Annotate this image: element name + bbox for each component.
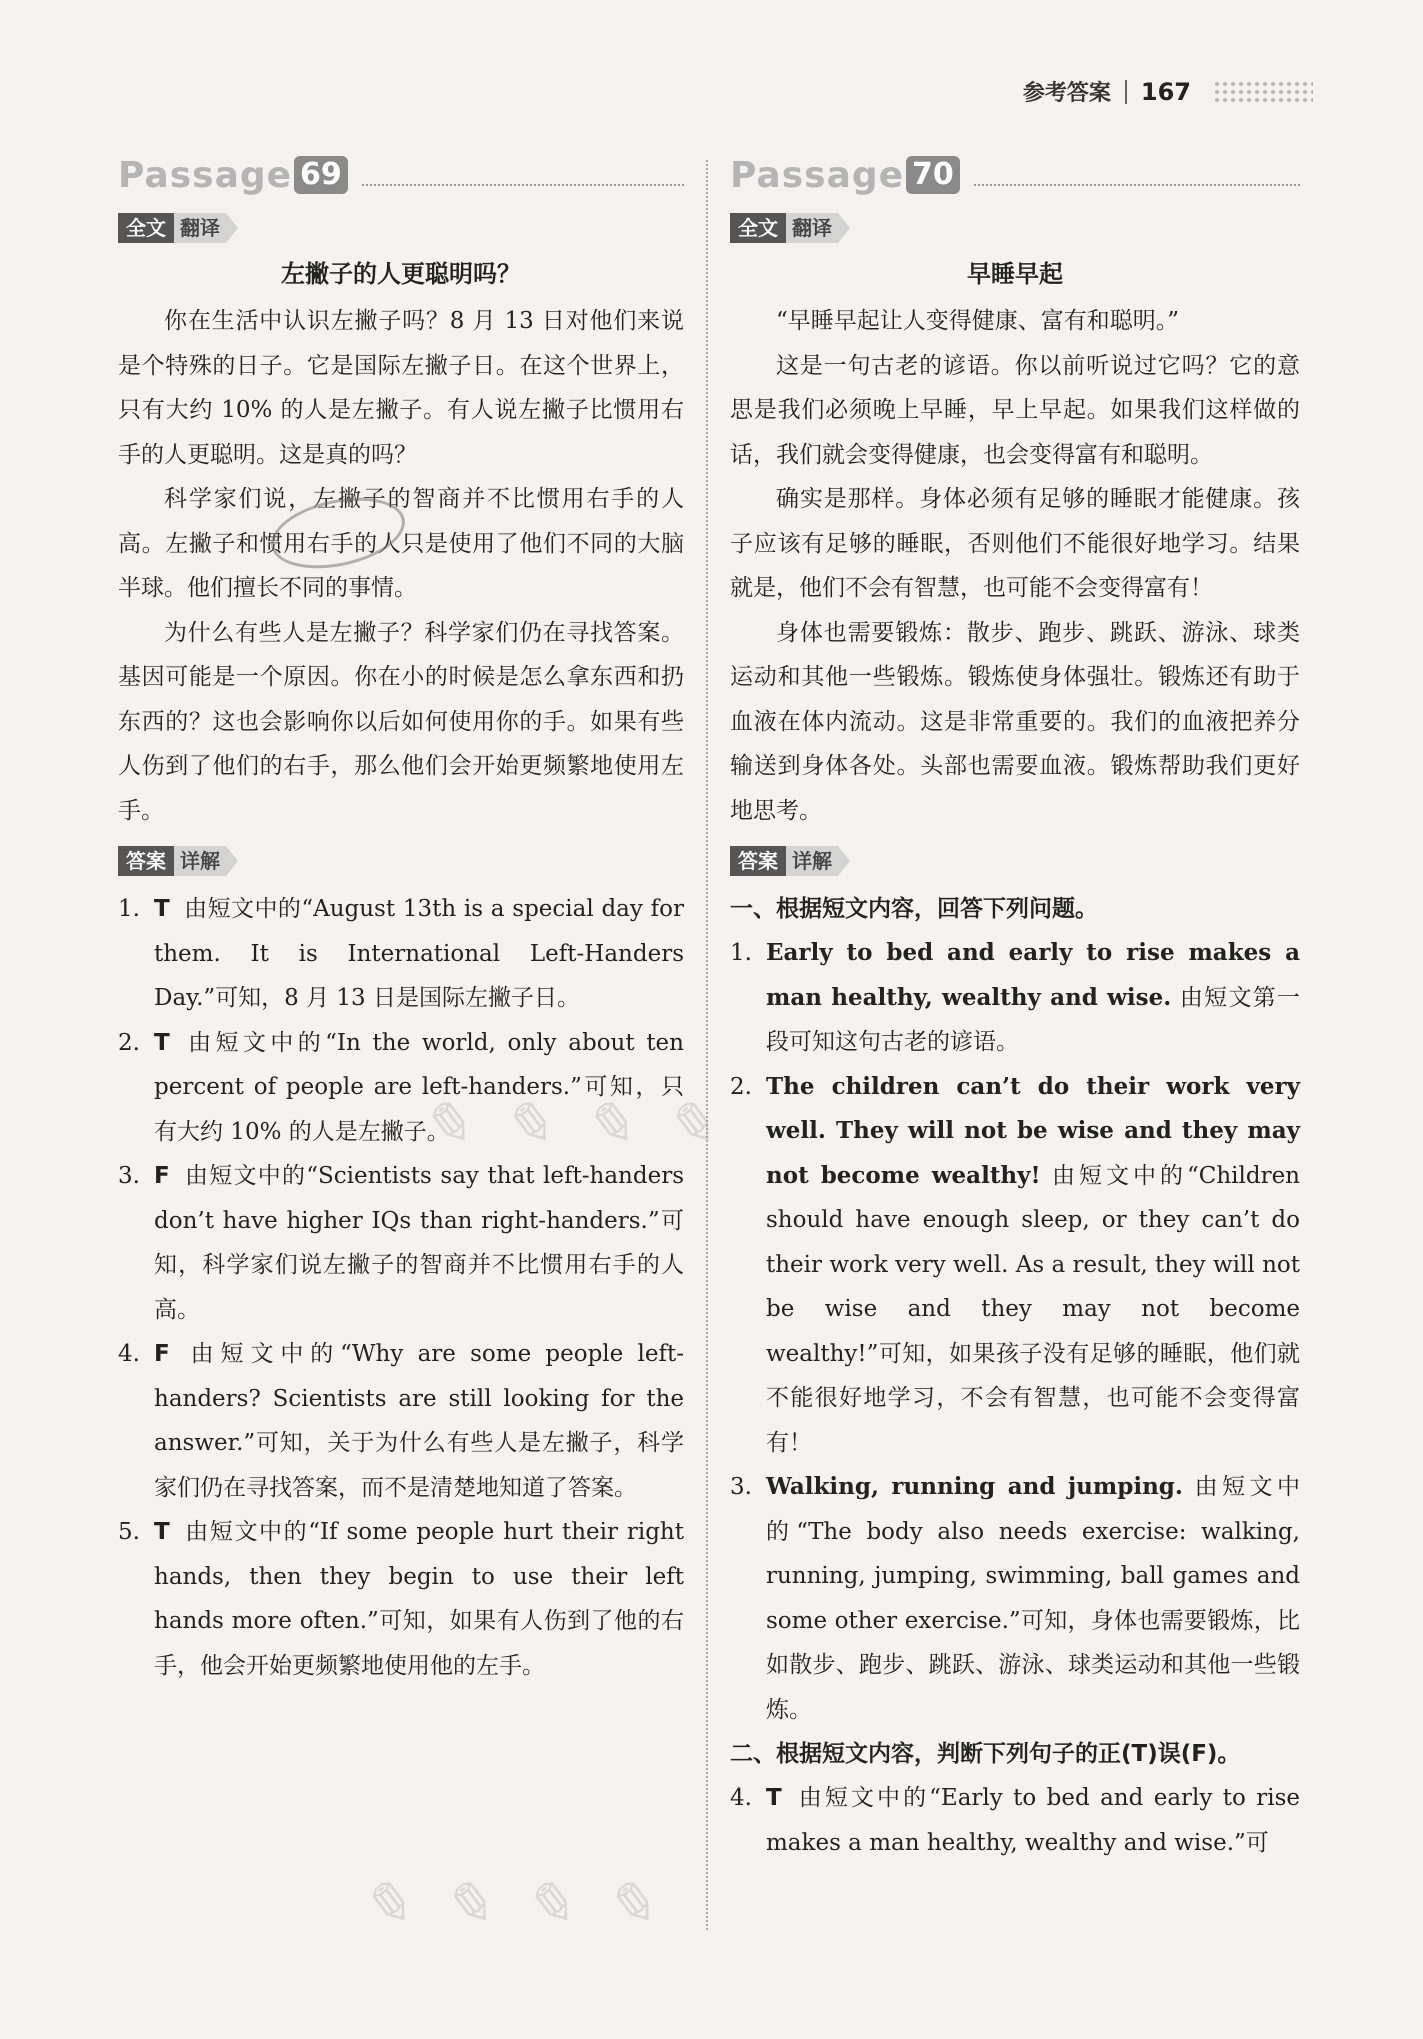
answer-key: T	[154, 896, 170, 922]
answer-number: 1.	[730, 940, 752, 966]
translation-tag	[730, 212, 1300, 244]
answer-item	[118, 1154, 684, 1332]
header-label: 参考答案	[1022, 81, 1111, 106]
passage-heading	[118, 150, 684, 200]
answer-item	[118, 1021, 684, 1155]
tag-light-label: 详解	[786, 846, 838, 876]
tag-dark-label: 答案	[118, 846, 174, 876]
answer-explanation: 由短文中的“Children should have enough sleep, or they can’t do their work very well. As a result, they will not be wise and they may not become wealthy!”可知，如果孩子没有足够的睡眠，他们就不能很好地学习，不会有智慧，也可能不会变得富有！	[766, 1162, 1300, 1456]
right-column	[730, 150, 1300, 1865]
paragraph: “早睡早起让人变得健康、富有和聪明。”	[776, 308, 1180, 334]
tag-dark-label: 全文	[118, 213, 174, 243]
answer-key: F	[154, 1341, 170, 1367]
answer-number: 3.	[730, 1474, 752, 1500]
dotted-rule	[362, 164, 684, 186]
header-dot-pattern	[1213, 80, 1313, 104]
tag-light-label: 翻译	[174, 213, 226, 243]
answer-key-sentence: Walking, running and jumping.	[766, 1473, 1183, 1500]
answer-key: F	[154, 1163, 170, 1189]
answer-item	[118, 887, 684, 1021]
paragraph: 科学家们说，左撇子的智商并不比惯用右手的人高。左撇子和惯用右手的人只是使用了他们不同的大脑半球。他们擅长不同的事情。	[118, 486, 684, 601]
answer-explanation: 由短文中的“Early to bed and early to rise makes a man healthy, wealthy and wise.”可	[766, 1785, 1300, 1856]
answer-explanation: 由短文中的“The body also needs exercise: walking, running, jumping, swimming, ball games and some other exercise.”可知，身体也需要锻炼，比如散步、跑步、跳跃、游泳、球类运动和其他一些锻炼。	[766, 1474, 1300, 1723]
section-heading: 二、根据短文内容，判断下列句子的正(T)误(F)。	[730, 1741, 1241, 1767]
answer-explanation: 由短文中的“Scientists say that left-handers don’t have higher IQs than right-handers.”可知，科学家们说左撇子的智商并不比惯用右手的人高。	[154, 1163, 684, 1323]
header-separator	[1125, 80, 1127, 104]
answer-explanation: 由短文中的“If some people hurt their right hands, then they begin to use their left hands more often.”可知，如果有人伤到了他的右手，他会开始更频繁地使用他的左手。	[154, 1519, 684, 1679]
passage-number: 70	[906, 156, 960, 194]
answer-item	[730, 1465, 1300, 1732]
tag-arrow-icon	[838, 846, 850, 876]
column-divider	[706, 160, 708, 1930]
passage-title: 早睡早起	[967, 260, 1063, 288]
dotted-rule	[974, 164, 1300, 186]
left-column	[118, 150, 684, 1688]
answer-key: T	[154, 1519, 170, 1545]
passage-title: 左撇子的人更聪明吗？	[281, 260, 521, 288]
answer-tag	[118, 845, 684, 877]
passage-number: 69	[294, 156, 348, 194]
answer-number: 2.	[730, 1073, 752, 1100]
translation-tag	[118, 212, 684, 244]
answer-key: T	[154, 1029, 170, 1056]
watermark-mark: ✎ ✎ ✎ ✎	[420, 1090, 721, 1160]
tag-light-label: 翻译	[786, 213, 838, 243]
tag-arrow-icon	[226, 846, 238, 876]
answer-item	[730, 1065, 1300, 1466]
paragraph: 身体也需要锻炼：散步、跑步、跳跃、游泳、球类运动和其他一些锻炼。锻炼使身体强壮。锻炼还有助于血液在体内流动。这是非常重要的。我们的血液把养分输送到身体各处。头部也需要血液。锻炼帮助我们更好地思考。	[730, 619, 1300, 824]
tag-arrow-icon	[838, 213, 850, 243]
passage-heading	[730, 150, 1300, 200]
answer-explanation: 由短文中的“Why are some people left-handers? Scientists are still looking for the answer.”可知，关于为什么有些人是左撇子，科学家们仍在寻找答案，而不是清楚地知道了答案。	[154, 1341, 684, 1501]
answer-number: 5.	[118, 1519, 140, 1545]
answer-item	[730, 931, 1300, 1065]
answer-explanation: 由短文中的“In the world, only about ten percent of people are left-handers.”可知，只有大约 10% 的人是左撇子。	[154, 1029, 684, 1145]
answer-key-sentence: The children can’t do their work very well. They will not be wise and they may not become wealthy!	[766, 1072, 1300, 1189]
paragraph: 你在生活中认识左撇子吗？8 月 13 日对他们来说是个特殊的日子。它是国际左撇子日。在这个世界上，只有大约 10% 的人是左撇子。有人说左撇子比惯用右手的人更聪明。这是真的吗？	[118, 308, 684, 468]
watermark-mark: ✎ ✎ ✎ ✎	[360, 1870, 661, 1940]
answer-item	[118, 1332, 684, 1510]
answer-number: 4.	[118, 1341, 140, 1367]
page-number: 167	[1140, 77, 1191, 106]
answer-key-sentence: Early to bed and early to rise makes a man healthy, wealthy and wise.	[766, 939, 1300, 1011]
answer-item	[118, 1510, 684, 1688]
paragraph: 这是一句古老的谚语。你以前听说过它吗？它的意思是我们必须晚上早睡，早上早起。如果我们这样做的话，我们就会变得健康，也会变得富有和聪明。	[730, 352, 1300, 468]
paragraph: 为什么有些人是左撇子？科学家们仍在寻找答案。基因可能是一个原因。你在小的时候是怎么拿东西和扔东西的？这也会影响你以后如何使用你的手。如果有些人伤到了他们的右手，那么他们会开始更频繁地使用左手。	[118, 619, 684, 824]
paragraph: 确实是那样。身体必须有足够的睡眠才能健康。孩子应该有足够的睡眠，否则他们不能很好地学习。结果就是，他们不会有智慧，也可能不会变得富有！	[730, 486, 1300, 601]
answer-item	[730, 1776, 1300, 1865]
answer-explanation: 由短文中的“August 13th is a special day for them. It is International Left-Handers Day.”可知，8 月 13 日是国际左撇子日。	[154, 896, 684, 1011]
passage-word: Passage	[730, 154, 905, 196]
answer-number: 1.	[118, 896, 140, 922]
tag-dark-label: 答案	[730, 846, 786, 876]
section-heading: 一、根据短文内容，回答下列问题。	[730, 896, 1098, 922]
tag-arrow-icon	[226, 213, 238, 243]
answer-number: 3.	[118, 1163, 140, 1189]
answer-explanation: 由短文第一段可知这句古老的谚语。	[766, 984, 1301, 1055]
tag-light-label: 详解	[174, 846, 226, 876]
answer-number: 2.	[118, 1029, 140, 1056]
answer-number: 4.	[730, 1785, 752, 1811]
passage-word: Passage	[118, 154, 293, 196]
tag-dark-label: 全文	[730, 213, 786, 243]
answer-tag	[730, 845, 1300, 877]
page-header	[1023, 76, 1313, 107]
answer-key: T	[766, 1785, 782, 1811]
